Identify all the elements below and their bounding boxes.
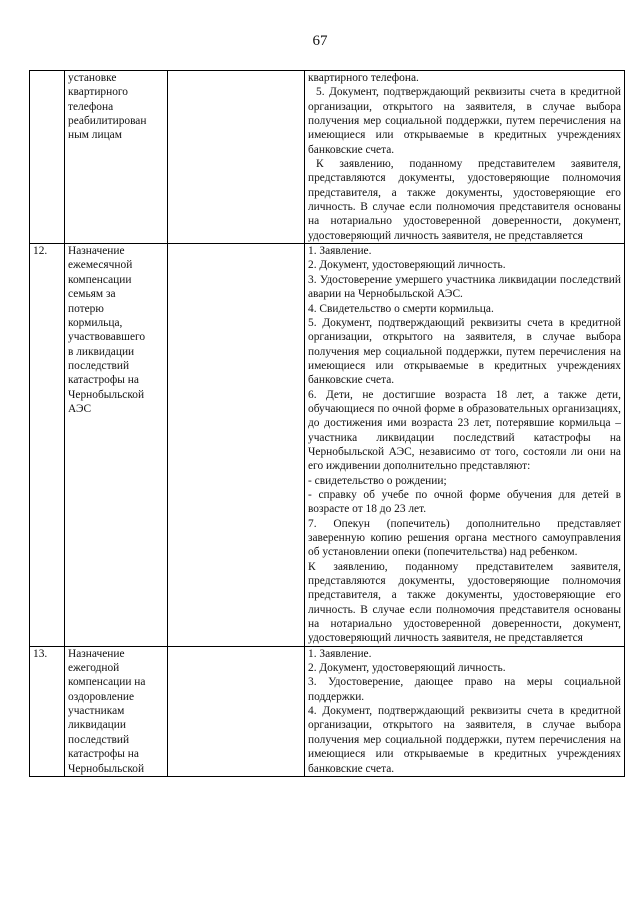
row-number: [30, 71, 65, 244]
required-documents: [305, 244, 625, 647]
service-name-text: Назначение ежемесячной компенсации семьям за потерю кормильца, участвовавшего в ликвидации последствий катастрофы на Чернобыльской АЭС: [68, 245, 146, 415]
row-number: 13.: [30, 646, 65, 776]
document-item: 5. Документ, подтверждающий реквизиты счета в кредитной организации, открытого на заявителя, в случае выбора получения мер социальной поддержки, путем перечисления на имеющиеся или открываемые в кредитных учреждениях банковские счета.: [308, 316, 621, 387]
row-number: 12.: [30, 244, 65, 647]
service-name-text: Назначение ежегодной компенсации на оздоровление участникам ликвидации последствий катастрофы на Чернобыльской: [68, 647, 146, 775]
service-name-text: установке квартирного телефона реабилитирован ным лицам: [68, 72, 147, 142]
document-item: 1. Заявление.: [308, 245, 372, 258]
table-row: [30, 71, 625, 244]
document-item: 3. Удостоверение умершего участника ликвидации последствий аварии на Чернобыльской АЭС.: [308, 273, 621, 301]
representative-note: К заявлению, поданному представителем заявителя, представляются документы, удостоверяющие полномочия представителя, а также документы, удостоверяющие его личность. В случае если полномочия представителя основаны на нотариально удостоверенной доверенности, документ, удостоверяющий личность заявителя, не представляется: [308, 560, 621, 645]
document-item: 3. Удостоверение, дающее право на меры социальной поддержки.: [308, 676, 621, 703]
document-item: 4. Документ, подтверждающий реквизиты счета в кредитной организации, открытого на заявителя, в случае выбора получения мер социальной поддержки, путем перечисления на имеющиеся или открываемые в кредитных учреждениях банковские счета.: [308, 705, 621, 775]
services-table: [29, 70, 625, 777]
document-item: 1. Заявление.: [308, 647, 372, 660]
document-item: 7. Опекун (попечитель) дополнительно представляет заверенную копию решения органа местного самоуправления об установлении опеки (попечительства) над ребенком.: [308, 517, 621, 559]
document-item: 5. Документ, подтверждающий реквизиты счета в кредитной организации, открытого на заявителя, в случае выбора получения мер социальной поддержки, путем перечисления на имеющиеся или открываемые в кредитных учреждениях банковские счета.: [308, 86, 621, 156]
document-item: 4. Свидетельство о смерти кормильца.: [308, 302, 494, 315]
service-name: [65, 71, 168, 244]
document-item: 2. Документ, удостоверяющий личность.: [308, 259, 506, 272]
empty-cell: [168, 646, 305, 776]
empty-cell: [168, 244, 305, 647]
document-item: квартирного телефона.: [308, 72, 419, 84]
document-item: 2. Документ, удостоверяющий личность.: [308, 662, 506, 675]
table-row: [30, 646, 625, 776]
required-documents: [305, 646, 625, 776]
empty-cell: [168, 71, 305, 244]
document-subitem: - справку об учебе по очной форме обучения для детей в возрасте от 18 до 23 лет.: [308, 488, 621, 516]
representative-note: К заявлению, поданному представителем заявителя, представляются документы, удостоверяющие полномочия представителя, а также документы, удостоверяющие его личность. В случае если полномочия представителя основаны на нотариально удостоверенной доверенности, документ, удостоверяющий личность заявителя, не представляется: [308, 158, 621, 242]
service-name: [65, 244, 168, 647]
table-row: [30, 244, 625, 647]
document-item: 6. Дети, не достигшие возраста 18 лет, а также дети, обучающиеся по очной форме в образовательных организациях, до достижения ими возраста 23 лет, потерявшие кормильца – участника ликвидации последствий катастрофы на Чернобыльской АЭС, независимо от того, состояли ли они на его иждивении дополнительно представляют:: [308, 388, 621, 473]
required-documents: [305, 71, 625, 244]
page-number: 67: [312, 33, 328, 49]
document-subitem: - свидетельство о рождении;: [308, 474, 447, 487]
service-name: [65, 646, 168, 776]
